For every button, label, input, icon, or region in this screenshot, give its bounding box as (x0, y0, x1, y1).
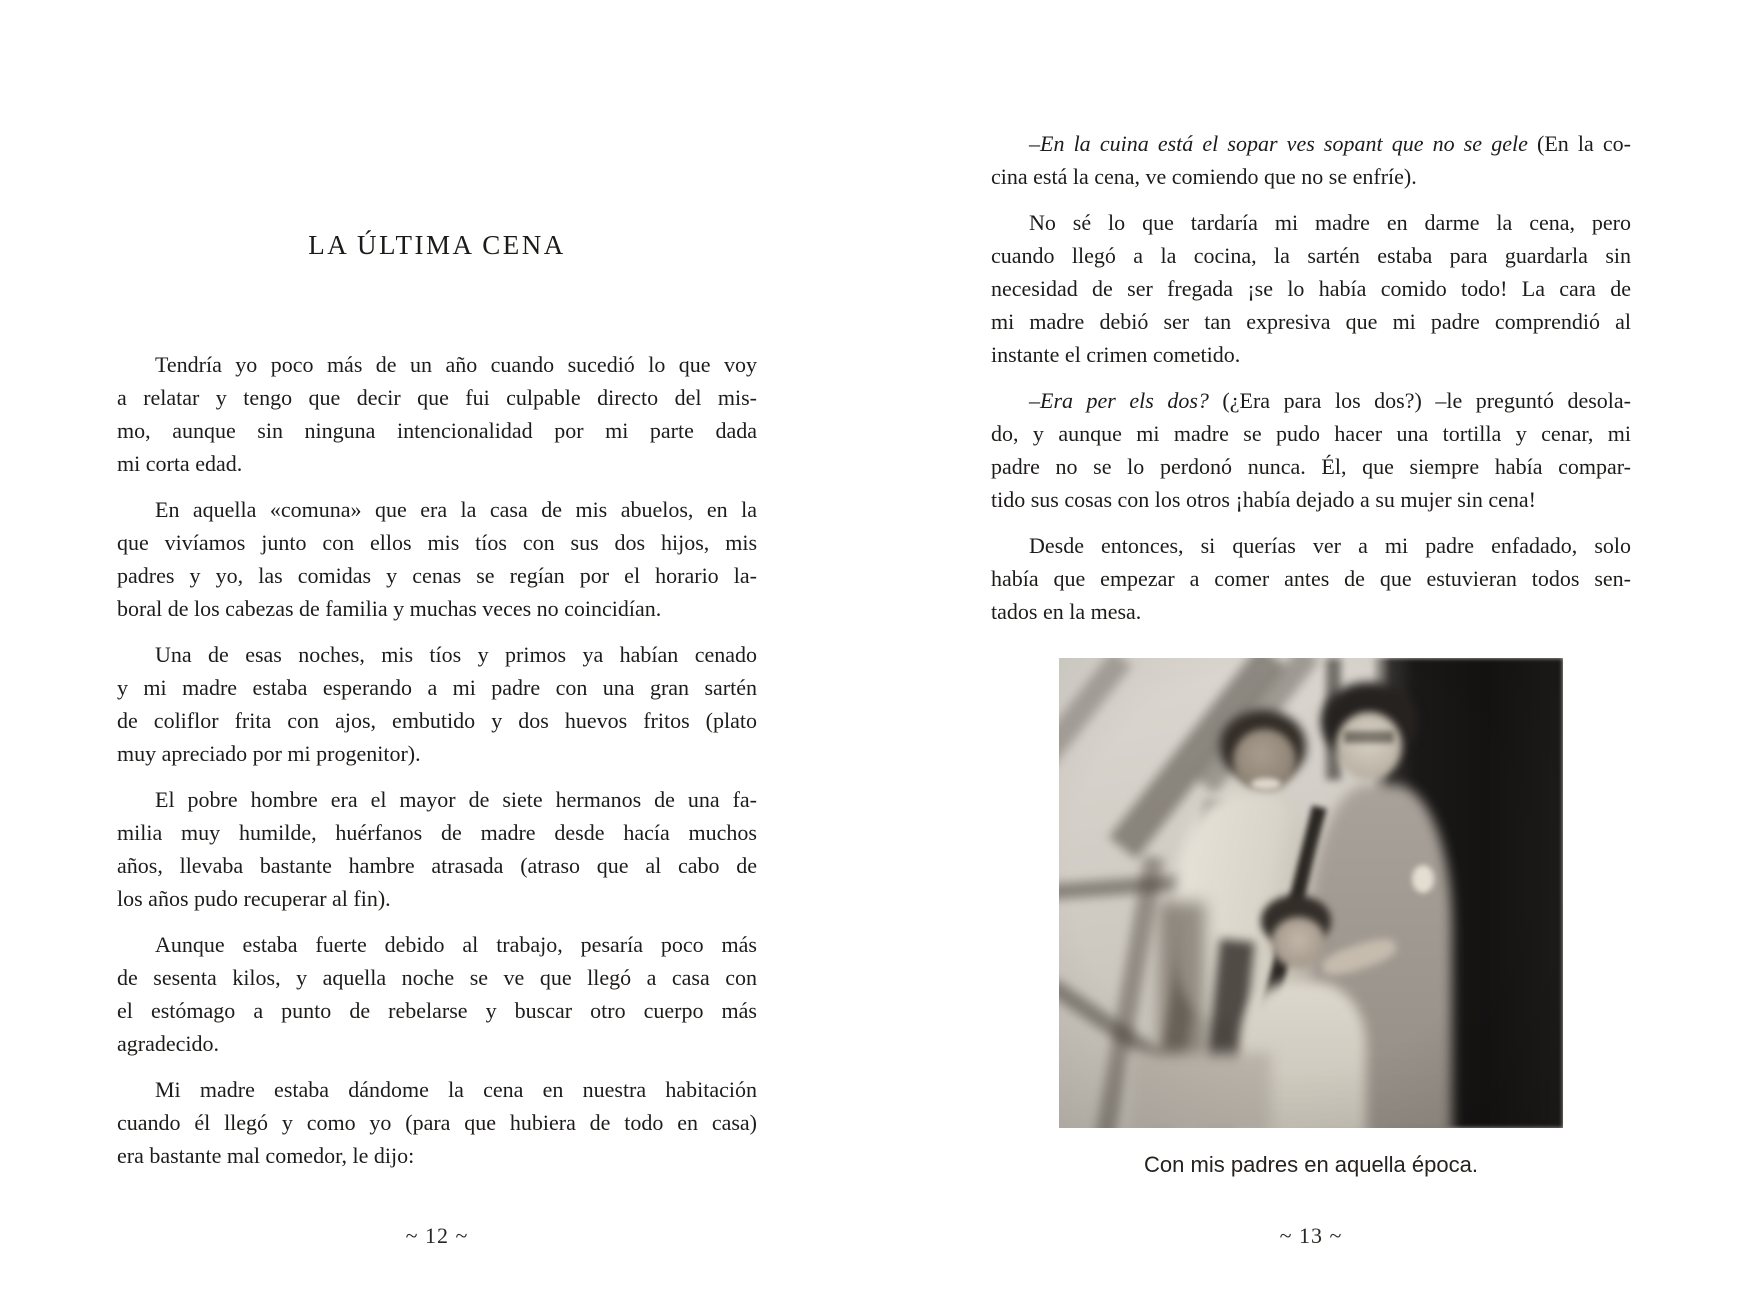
text-line (117, 882, 757, 915)
text-line (991, 272, 1631, 305)
text-line (117, 348, 757, 381)
photo-vignette (1059, 658, 1563, 1128)
paragraph (991, 127, 1631, 193)
text-line (117, 928, 757, 961)
text-segment: cuando llegó a la cocina, la sartén estaba para guardarla sin (991, 243, 1631, 268)
text-line (117, 671, 757, 704)
page-13 (874, 0, 1748, 1299)
text-segment: necesidad de ser fregada ¡se lo había comido todo! La cara de (991, 276, 1631, 301)
text-line (117, 737, 757, 770)
text-line (991, 384, 1631, 417)
paragraph (991, 384, 1631, 516)
text-segment: do, y aunque mi madre se pudo hacer una tortilla y cenar, mi (991, 421, 1631, 446)
text-segment: tido sus cosas con los otros ¡había dejado a su mujer sin cena! (991, 487, 1536, 512)
text-line (991, 529, 1631, 562)
text-line (117, 414, 757, 447)
text-segment: Mi madre estaba dándome la cena en nuestra habitación (155, 1077, 757, 1102)
page-number-left: ~ 12 ~ (405, 1223, 469, 1248)
text-line (991, 595, 1631, 628)
text-line (117, 961, 757, 994)
paragraph (991, 206, 1631, 371)
text-segment: En aquella «comuna» que era la casa de mis abuelos, en la (155, 497, 757, 522)
text-line (991, 305, 1631, 338)
text-segment: había que empezar a comer antes de que estuvieran todos sen- (991, 566, 1631, 591)
text-segment: (¿Era para los dos?) –le preguntó desola- (1208, 388, 1631, 413)
text-line (117, 559, 757, 592)
text-segment: (En la co- (1527, 131, 1631, 156)
text-line (117, 1073, 757, 1106)
text-segment: instante el crimen cometido. (991, 342, 1241, 367)
paragraph (117, 1073, 757, 1172)
text-segment: era bastante mal comedor, le dijo: (117, 1143, 415, 1168)
text-line (117, 1106, 757, 1139)
text-segment: y mi madre estaba esperando a mi padre con una gran sartén (117, 675, 757, 700)
text-segment: boral de los cabezas de familia y muchas veces no coincidían. (117, 596, 662, 621)
photo-caption: Con mis padres en aquella época. (1144, 1152, 1478, 1177)
chapter-title: LA ÚLTIMA CENA (308, 230, 566, 260)
text-line (117, 849, 757, 882)
text-line (117, 1139, 757, 1172)
text-line (991, 562, 1631, 595)
text-line (117, 994, 757, 1027)
text-segment: que vivíamos junto con ellos mis tíos con sus dos hijos, mis (117, 530, 757, 555)
text-segment: Desde entonces, si querías ver a mi padre enfadado, solo (1029, 533, 1631, 558)
text-segment: mo, aunque sin ninguna intencionalidad por mi parte dada (117, 418, 757, 443)
text-line (991, 450, 1631, 483)
text-line (991, 417, 1631, 450)
text-segment: Tendría yo poco más de un año cuando sucedió lo que voy (155, 352, 757, 377)
text-segment: Aunque estaba fuerte debido al trabajo, pesaría poco más (155, 932, 757, 957)
paragraph (991, 529, 1631, 628)
text-segment: No sé lo que tardaría mi madre en darme la cena, pero (1029, 210, 1631, 235)
text-segment: El pobre hombre era el mayor de siete hermanos de una fa- (155, 787, 757, 812)
text-line (117, 638, 757, 671)
text-segment: milia muy humilde, huérfanos de madre desde hacía muchos (117, 820, 757, 845)
text-segment: muy apreciado por mi progenitor). (117, 741, 421, 766)
page-13-text-column (991, 0, 1631, 628)
italic-text-segment: –Era per els dos? (1029, 388, 1209, 413)
text-line (117, 447, 757, 480)
text-segment: padre no se lo perdonó nunca. Él, que siempre había compar- (991, 454, 1631, 479)
page-12-body-text (117, 348, 757, 1172)
text-line (991, 127, 1631, 160)
paragraph (117, 638, 757, 770)
text-line (991, 239, 1631, 272)
text-line (991, 160, 1631, 193)
text-segment: a relatar y tengo que decir que fui culpable directo del mis- (117, 385, 757, 410)
text-segment: de coliflor frita con ajos, embutido y dos huevos fritos (plato (117, 708, 757, 733)
text-segment: años, llevaba bastante hambre atrasada (atraso que al cabo de (117, 853, 757, 878)
text-line (117, 493, 757, 526)
text-segment: tados en la mesa. (991, 599, 1142, 624)
text-line (117, 783, 757, 816)
text-segment: el estómago a punto de rebelarse y buscar otro cuerpo más (117, 998, 757, 1023)
text-segment: agradecido. (117, 1031, 219, 1056)
text-line (117, 704, 757, 737)
text-segment: padres y yo, las comidas y cenas se regían por el horario la- (117, 563, 757, 588)
page-13-body-text (991, 0, 1631, 628)
paragraph (117, 928, 757, 1060)
text-line (991, 338, 1631, 371)
italic-text-segment: –En la cuina está el sopar ves sopant que no se gele (1029, 131, 1528, 156)
text-line (117, 381, 757, 414)
text-line (991, 206, 1631, 239)
text-segment: mi madre debió ser tan expresiva que mi padre comprendió al (991, 309, 1631, 334)
text-line (117, 526, 757, 559)
paragraph (117, 783, 757, 915)
family-photo (1059, 658, 1563, 1128)
text-segment: los años pudo recuperar al fin). (117, 886, 391, 911)
text-line (117, 1027, 757, 1060)
page-12-text-column (117, 226, 757, 1172)
text-segment: cina está la cena, ve comiendo que no se enfríe). (991, 164, 1417, 189)
paragraph (117, 348, 757, 480)
page-number-right: ~ 13 ~ (1279, 1223, 1343, 1248)
text-segment: cuando él llegó y como yo (para que hubiera de todo en casa) (117, 1110, 757, 1135)
text-line (991, 483, 1631, 516)
text-line (117, 816, 757, 849)
text-segment: de sesenta kilos, y aquella noche se ve que llegó a casa con (117, 965, 757, 990)
text-segment: mi corta edad. (117, 451, 243, 476)
paragraph (117, 493, 757, 625)
text-line (117, 592, 757, 625)
text-segment: Una de esas noches, mis tíos y primos ya habían cenado (155, 642, 757, 667)
family-photo-figure (874, 658, 1748, 1178)
